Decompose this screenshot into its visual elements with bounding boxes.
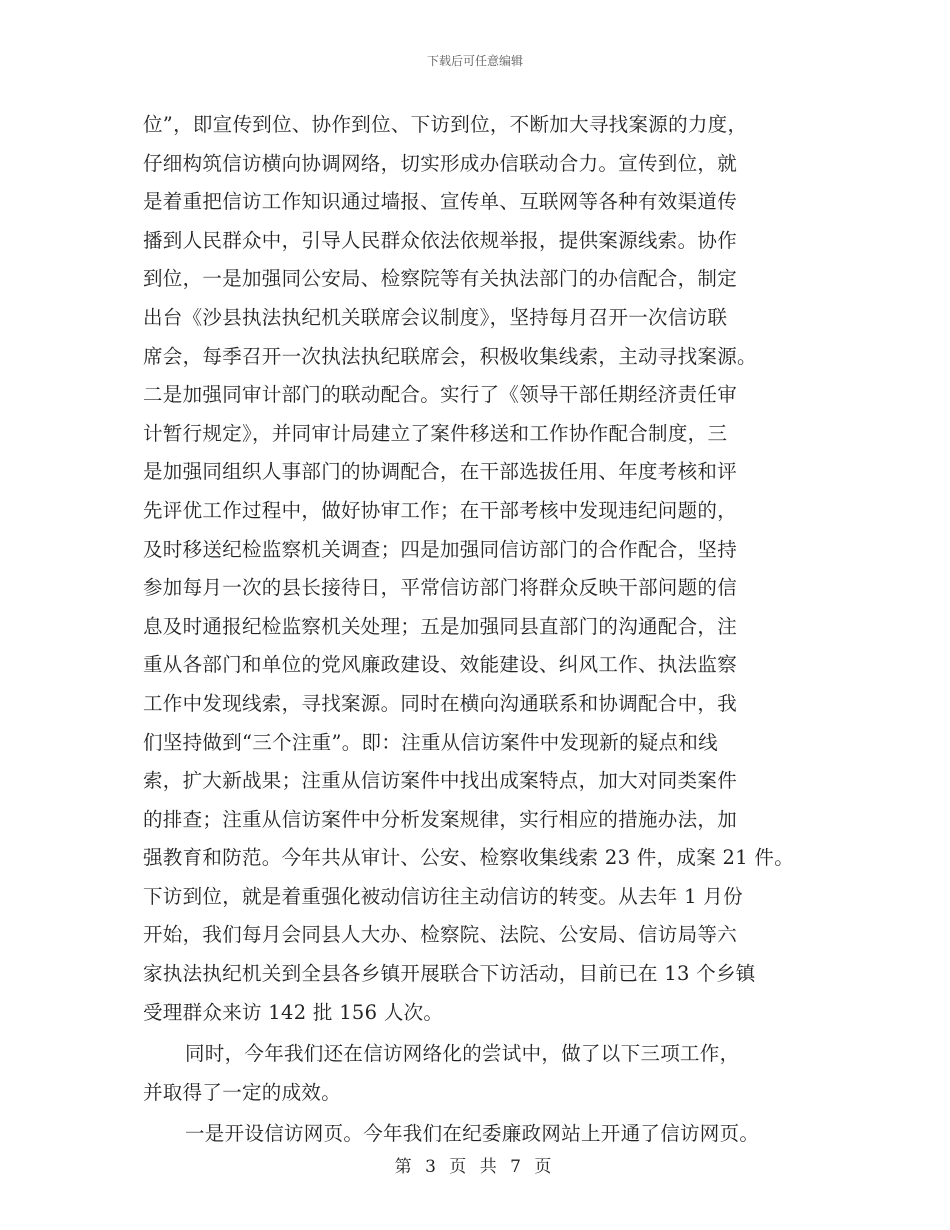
text-line: 息及时通报纪检监察机关处理；五是加强同县直部门的沟通配合，注 xyxy=(143,614,738,638)
text-line: 仔细构筑信访横向协调网络，切实形成办信联动合力。宣传到位，就 xyxy=(143,151,738,175)
paragraph-3 xyxy=(143,1115,843,1154)
text-line: 席会，每季召开一次执法执纪联席会，积极收集线索，主动寻找案源。 xyxy=(143,344,757,368)
text-line: 是着重把信访工作知识通过墙报、宣传单、互联网等各种有效渠道传 xyxy=(143,190,738,214)
text-line: 一是开设信访网页。今年我们在纪委廉政网站上开通了信访网页。 xyxy=(185,1122,760,1146)
text-line: 播到人民群众中，引导人民群众依法依规举报，提供案源线索。协作 xyxy=(143,228,738,252)
text-line: 强教育和防范。今年共从审计、公安、检察收集线索 23 件，成案 21 件。 xyxy=(143,846,795,870)
text-line: 参加每月一次的县长接待日，平常信访部门将群众反映干部问题的信 xyxy=(143,576,738,600)
document-body xyxy=(143,106,843,1154)
text-line: 开始，我们每月会同县人大办、检察院、法院、公安局、信访局等六 xyxy=(143,923,738,947)
text-line: 先评优工作过程中，做好协审工作；在干部考核中发现违纪问题的， xyxy=(143,498,738,522)
text-line: 们坚持做到“三个注重”。即：注重从信访案件中发现新的疑点和线 xyxy=(143,730,718,754)
text-line: 的排查；注重从信访案件中分析发案规律，实行相应的措施办法，加 xyxy=(143,807,738,831)
paragraph-1 xyxy=(143,106,843,1032)
text-line: 计暂行规定》，并同审计局建立了案件移送和工作协作配合制度，三 xyxy=(143,421,728,445)
text-line: 到位，一是加强同公安局、检察院等有关执法部门的办信配合，制定 xyxy=(143,267,738,291)
text-line: 重从各部门和单位的党风廉政建设、效能建设、纠风工作、执法监察 xyxy=(143,653,738,677)
text-line: 及时移送纪检监察机关调查；四是加强同信访部门的合作配合，坚持 xyxy=(143,537,738,561)
text-line: 位”，即宣传到位、协作到位、下访到位，不断加大寻找案源的力度， xyxy=(143,113,748,136)
text-line: 二是加强同审计部门的联动配合。实行了《领导干部任期经济责任审 xyxy=(143,383,738,407)
text-line: 受理群众来访 142 批 156 人次。 xyxy=(143,1000,444,1024)
text-line: 同时，今年我们还在信访网络化的尝试中，做了以下三项工作， xyxy=(185,1042,740,1066)
page-header: 下载后可任意编辑 xyxy=(426,54,523,68)
text-line: 工作中发现线索，寻找案源。同时在横向沟通联系和协调配合中，我 xyxy=(143,691,738,715)
text-line: 索，扩大新战果；注重从信访案件中找出成案特点，加大对同类案件 xyxy=(143,769,738,793)
text-line: 下访到位，就是着重强化被动信访往主动信访的转变。从去年 1 月份 xyxy=(143,884,743,908)
text-line: 出台《沙县执法执纪机关联席会议制度》，坚持每月召开一次信访联 xyxy=(143,305,728,329)
paragraph-2 xyxy=(143,1035,843,1112)
page-footer: 第 3 页 共 7 页 xyxy=(394,1157,556,1177)
text-line: 家执法执纪机关到全县各乡镇开展联合下访活动，目前已在 13 个乡镇 xyxy=(143,962,756,986)
text-line: 是加强同组织人事部门的协调配合，在干部选拔任用、年度考核和评 xyxy=(143,460,738,484)
text-line: 并取得了一定的成效。 xyxy=(143,1080,342,1104)
